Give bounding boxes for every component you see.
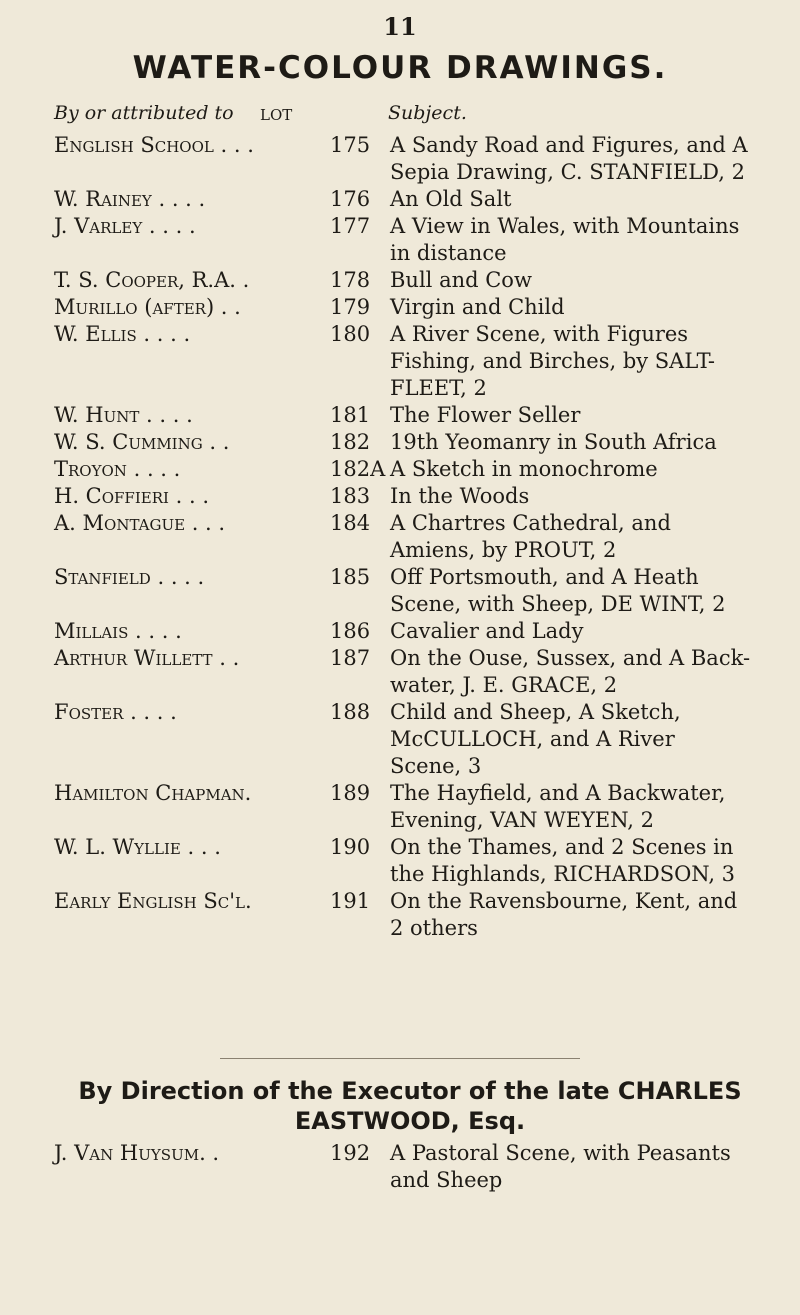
entry-artist: W. Hunt . . . . [54, 403, 193, 427]
catalog-entry [0, 699, 800, 780]
catalog-entry [0, 456, 800, 483]
entry-lot: 177 [330, 214, 371, 238]
catalog-entry [0, 321, 800, 402]
entry-lot: 185 [330, 565, 371, 589]
catalog-entry [0, 780, 800, 834]
entry-artist: W. Ellis . . . . [54, 322, 191, 346]
entry-artist: W. L. Wyllie . . . [54, 835, 221, 859]
entry-lot: 190 [330, 835, 371, 859]
catalog-list [0, 132, 800, 942]
entry-subject: 19th Yeomanry in South Africa [390, 430, 717, 454]
entry-lot: 189 [330, 781, 371, 805]
entry-subject: A Chartres Cathedral, and Amiens, by PROUT, 2 [390, 511, 671, 562]
catalog-entry [0, 429, 800, 456]
column-header-subject: Subject. [388, 102, 467, 124]
catalog-entry [0, 834, 800, 888]
catalog-entry [0, 402, 800, 429]
entry-artist: W. S. Cumming . . [54, 430, 230, 454]
entry-lot: 175 [330, 133, 371, 157]
entry-artist: T. S. Cooper, R.A. . [54, 268, 250, 292]
entry-artist: Millais . . . . [54, 619, 182, 643]
column-header-lot: LOT [260, 106, 293, 124]
executor-direction-heading: By Direction of the Executor of the late CHARLES EASTWOOD, Esq. [78, 1077, 742, 1135]
estate-list [0, 1140, 800, 1194]
catalog-entry [0, 213, 800, 267]
entry-artist: J. Varley . . . . [54, 214, 196, 238]
entry-lot: 179 [330, 295, 371, 319]
entry-subject: Virgin and Child [390, 295, 565, 319]
entry-artist: Early English Sc'l. [54, 889, 252, 913]
entry-subject: On the Ravensbourne, Kent, and 2 others [390, 889, 738, 940]
entry-artist: Arthur Willett . . [54, 646, 240, 670]
entry-artist: J. Van Huysum. . [54, 1141, 220, 1165]
entry-lot: 188 [330, 700, 371, 724]
section-divider [220, 1058, 580, 1059]
catalog-entry [0, 483, 800, 510]
catalog-entry [0, 510, 800, 564]
entry-subject: A Sketch in monochrome [390, 457, 658, 481]
catalog-entry [0, 294, 800, 321]
catalog-entry [0, 267, 800, 294]
entry-subject: On the Ouse, Sussex, and A Back-water, J. E. GRACE, 2 [390, 646, 751, 697]
entry-subject: Cavalier and Lady [390, 619, 584, 643]
catalog-entry [0, 888, 800, 942]
entry-lot: 191 [330, 889, 371, 913]
entry-subject: A View in Wales, with Mountains in distance [390, 214, 740, 265]
catalog-entry [0, 186, 800, 213]
entry-lot: 186 [330, 619, 371, 643]
entry-subject: A Pastoral Scene, with Peasants and Sheep [390, 1141, 731, 1192]
entry-artist: Troyon . . . . [54, 457, 181, 481]
entry-subject: Child and Sheep, A Sketch, McCULLOCH, and A River Scene, 3 [390, 700, 681, 778]
catalog-entry [0, 645, 800, 699]
entry-artist: A. Montague . . . [54, 511, 226, 535]
entry-artist: Murillo (after) . . [54, 295, 241, 319]
page-number: 11 [383, 12, 417, 41]
entry-subject: In the Woods [390, 484, 530, 508]
entry-subject: The Hayfield, and A Backwater, Evening, VAN WEYEN, 2 [390, 781, 726, 832]
entry-lot: 182 [330, 430, 371, 454]
catalog-entry [0, 618, 800, 645]
entry-lot: 181 [330, 403, 371, 427]
entry-lot: 176 [330, 187, 371, 211]
entry-lot: 187 [330, 646, 371, 670]
entry-lot: 192 [330, 1141, 371, 1165]
entry-subject: On the Thames, and 2 Scenes in the Highlands, RICHARDSON, 3 [390, 835, 736, 886]
entry-artist: Hamilton Chapman. [54, 781, 252, 805]
entry-lot: 183 [330, 484, 371, 508]
entry-subject: An Old Salt [390, 187, 512, 211]
entry-subject: A Sandy Road and Figures, and A Sepia Drawing, C. STANFIELD, 2 [390, 133, 748, 184]
entry-artist: W. Rainey . . . . [54, 187, 206, 211]
column-header-artist: By or attributed to [54, 102, 234, 124]
entry-subject: A River Scene, with Figures Fishing, and Birches, by SALT-FLEET, 2 [390, 322, 715, 400]
entry-subject: Bull and Cow [390, 268, 532, 292]
entry-subject: Off Portsmouth, and A Heath Scene, with Sheep, DE WINT, 2 [390, 565, 726, 616]
entry-artist: English School . . . [54, 133, 254, 157]
catalog-entry [0, 564, 800, 618]
entry-artist: Foster . . . . [54, 700, 177, 724]
entry-subject: The Flower Seller [390, 403, 581, 427]
page-title: WATER-COLOUR DRAWINGS. [132, 50, 668, 86]
entry-lot: 178 [330, 268, 371, 292]
entry-lot: 184 [330, 511, 371, 535]
catalog-entry [0, 132, 800, 186]
catalog-entry [0, 1140, 800, 1194]
entry-artist: H. Coffieri . . . [54, 484, 209, 508]
entry-lot: 182A [330, 457, 386, 481]
entry-artist: Stanfield . . . . [54, 565, 205, 589]
entry-lot: 180 [330, 322, 371, 346]
